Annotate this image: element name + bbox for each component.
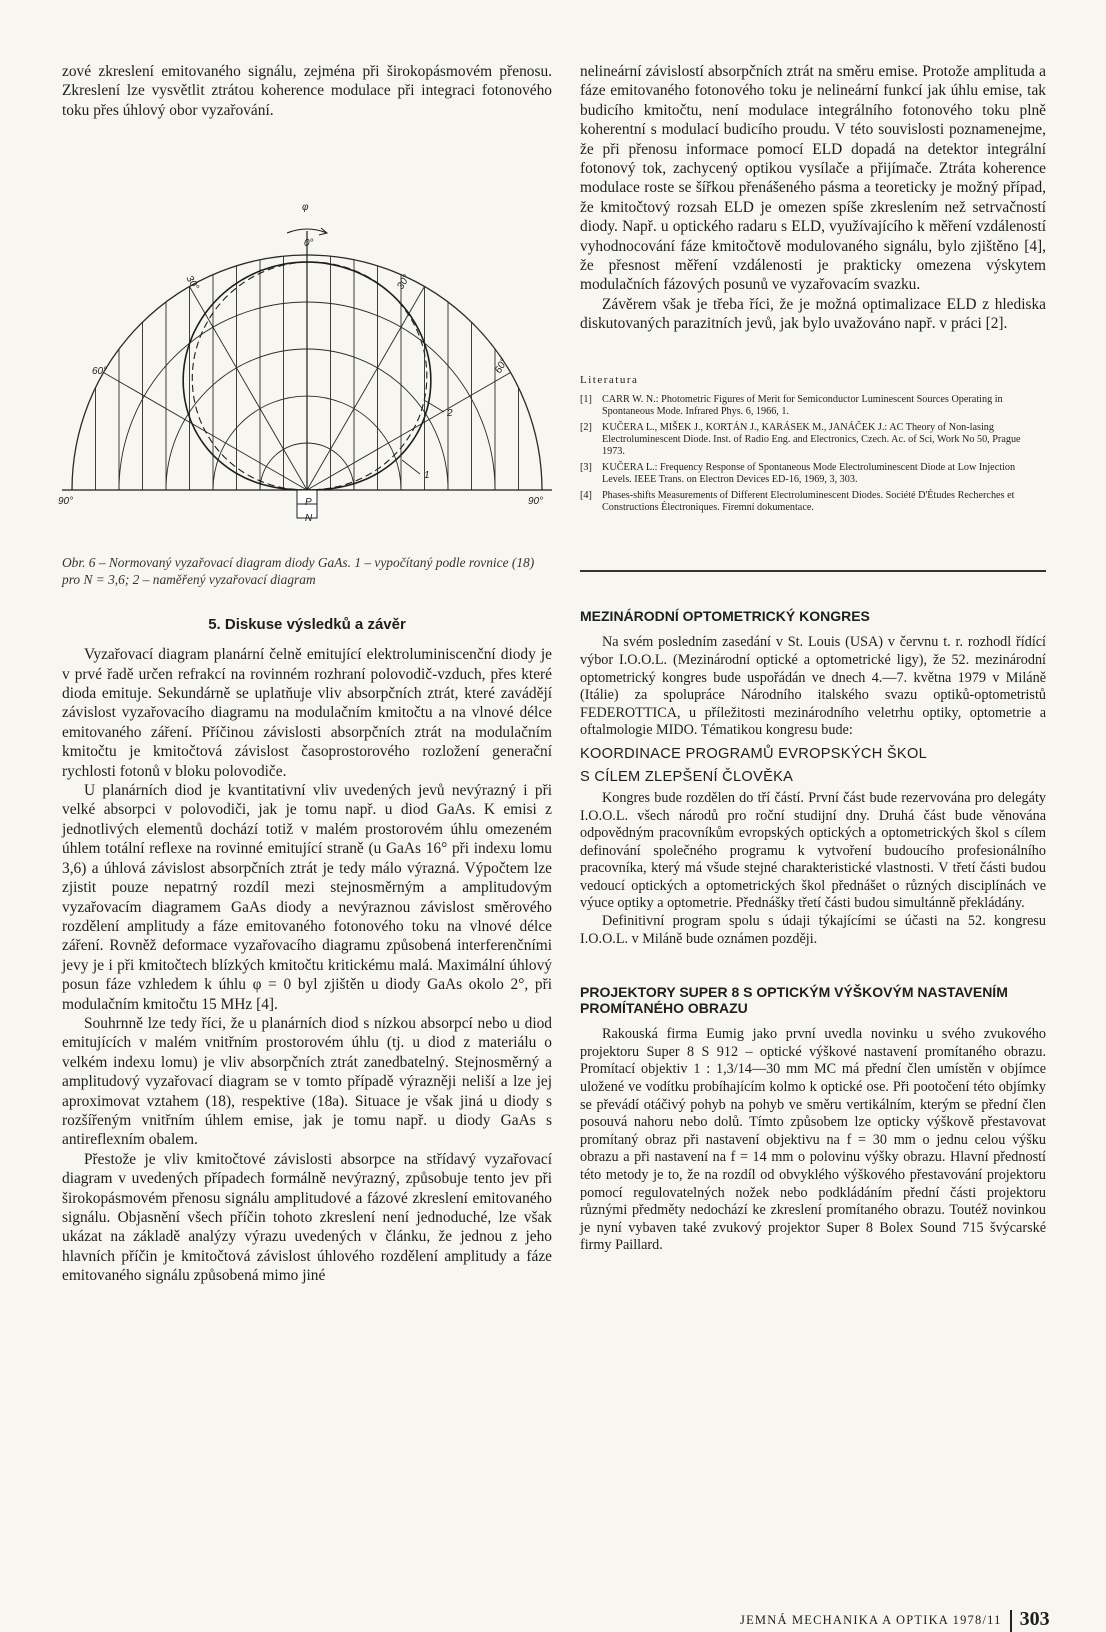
angle-label-30-right: 30°: [395, 273, 413, 292]
n-layer-label: N: [305, 513, 313, 525]
footer-separator: [1010, 1610, 1012, 1632]
radial-line: [307, 287, 425, 491]
reference-list: [580, 394, 1046, 515]
figure-caption: Obr. 6 – Normovaný vyzařovací diagram diody GaAs. 1 – vypočítaný podle rovnice (18) pro N = 3,6; 2 – naměřený vyzařovací diagram: [62, 555, 535, 588]
angle-label-30-left: 30°: [183, 273, 201, 293]
paragraph: zové zkreslení emitovaného signálu, zejména při širokopásmovém přenosu. Zkreslení lze vysvětlit ztrátou koherence modulace při integraci fotonového toku přes úhlový obor vyzařování.: [62, 63, 552, 119]
paragraph: U planárních diod je kvantitativní vliv uvedených jevů nevýrazný i při velké absorpci v polovodiči, jak je tomu např. u diod GaAs. K emisi z jednotlivých elementů dochází totiž v malém prostorovém úhlu omezeném úhlem totální reflexe na rovinné emitující straně (u GaAs 16° při indexu lomu 3,6) a úhlová závislost absorpčních ztrát je tedy málo výrazná. Výpočtem lze zjistit pouze nepatrný rozdíl mezi stejnosměrným a amplitudovým vyzařovacím diagramem GaAs diody a nevýraznou závislost směrového rozdělení amplitudy a fáze emitovaného fotonového toku na vlnové délce záření. Rovněž deformace vyzařovacího diagramu způsobená interferenčními jevy je i při kmitočtech blízkých kmitočtu kritickému malá. Maximální úhlový posun fáze vzhledem k úhlu φ = 0 byl zjištěn u diody GaAs okolo 2°, při modulačním kmitočtu 15 MHz [4].: [62, 782, 552, 1013]
curve-1-leader: [402, 460, 420, 474]
radial-line: [190, 287, 308, 491]
paragraph: Závěrem však je třeba říci, že je možná optimalizace ELD z hlediska diskutovaných parazitních jevů, jak bylo uvažováno např. v práci [2].: [580, 295, 1046, 333]
congress-topic-line-1: KOORDINACE PROGRAMŮ EVROPSKÝCH ŠKOL: [580, 745, 928, 762]
radiation-diagram-figure: [58, 128, 552, 548]
right-column: [580, 62, 1046, 1255]
angle-label-60-right: 60°: [493, 357, 511, 376]
p-layer-label: P: [305, 497, 312, 509]
literature-heading: Literatura: [580, 373, 639, 386]
congress-topic-line-2: S CÍLEM ZLEPŠENÍ ČLOVĚKA: [580, 768, 794, 785]
page-number: 303: [1019, 1608, 1050, 1630]
curve-label-2: 2: [447, 408, 453, 420]
angle-label-60-left: 60°: [92, 366, 108, 378]
page-footer: [740, 1607, 1050, 1632]
curve-2-measured: [192, 262, 426, 490]
phi-label: φ: [302, 202, 309, 214]
paragraph: nelineární závislostí absorpčních ztrát na směru emise. Protože amplituda a fáze emitovaného fotonového toku je nelineární funkcí jak úhlu emise, tak budicího kmitočtu, není modulace integrálního fotonového toku plně koherentní s modulací budicího proudu. V této souvislosti poznamenejme, že při přenosu informace pomocí ELD dopadá na detektor integrální fotonový tok, zachycený optikou vysílače a přijímače. Ztráta koherence modulace roste se šířkou přenášeného pásma a teoreticky je možný případ, že kmitočtový rozsah ELD je omezen spíše zkreslením než setrvačností diody. Např. u optického radaru s ELD, využívajícího k měření vzdáleností vyhodnocování fáze kmitočtově modulovaného signálu, bylo zjištěno [4], že přesnost měření vzdálenosti je prakticky omezena výskytem modulačních fázových posunů ve vyzařovacím svazku.: [580, 63, 1046, 294]
paragraph: Definitivní program spolu s údaji týkajícími se účasti na 52. kongresu I.O.O.L. v Miláně bude oznámen později.: [580, 913, 1046, 947]
paragraph: Přestože je vliv kmitočtové závislosti absorpce na střídavý vyzařovací diagram v uvedených případech formálně nevýrazný, způsobuje tento jev při širokopásmovém přenosu signálu amplitudové a fázové zkreslení emitovaného signálu. Objasnění všech příčin tohoto zkreslení není jednoduché, lze však ukázat na základě analýzy výrazu uvedených v článku, že jednou z jeho hlavních příčin je kmitočtová závislost úhlového rozdělení amplitudy a fáze emitovaného signálu způsobená mimo jiné: [62, 1150, 552, 1285]
reference-item: [3] KUČERA L.: Frequency Response of Spontaneous Mode Electroluminescent Diode at Low Injection Levels. IEEE Trans. on Electron Devices ED-16, 1969, 3, 303.: [580, 461, 1016, 486]
paragraph: Souhrnně lze tedy říci, že u planárních diod s nízkou absorpcí nebo u diod emitujících v malém vnitřním prostorovém úhlu (tj. u diod z materiálu o velkém indexu lomu) je vliv absorpčních ztrát zanedbatelný. Stejnosměrný a amplitudový vyzařovací diagram se v tomto případě výrazněji neliší a lze jej aproximovat vztahem (18), respektive (18a). Situace je však jiná u diody s rozšířeným vnitřním úhlem emise, jak je tomu např. u diody GaAs s antireflexním obalem.: [62, 1014, 552, 1149]
reference-item: [2] KUČERA L., MIŠEK J., KORTÁN J., KARÁSEK M., JANÁČEK J.: AC Theory of Non-lasing Electroluminescent Diode. Inst. of Radio Eng. and Electronics, Czech. Ac. of Sci, Work No 50, Prague 1973.: [580, 421, 1021, 458]
article-heading: MEZINÁRODNÍ OPTOMETRICKÝ KONGRES: [580, 608, 870, 625]
left-column: [58, 62, 552, 1286]
angle-label-90-right: 90°: [528, 496, 544, 508]
angle-label-90-left: 90°: [58, 496, 74, 508]
curve-label-1: 1: [424, 470, 430, 482]
article-heading: PROJEKTORY SUPER 8 S OPTICKÝM VÝŠKOVÝM NASTAVENÍM PROMÍTANÉHO OBRAZU: [580, 984, 1008, 1017]
paragraph: Rakouská firma Eumig jako první uvedla novinku u svého zvukového projektoru Super 8 S 912 – optické výškové nastavení promítaného obrazu. Promítací objektiv 1 : 1,3/14—30 mm MC má přední člen umístěn v objímce uložené ve vodítku probíhajícím kolmo k optické ose. Při pootočení této objímky se převádí otáčivý pohyb na pohyb ve směru vertikálním, kterým se přední člen posouvá nahoru nebo dolů. Tímto způsobem lze opticky výškově přestavovat promítaný obraz při nastavení objektivu na f = 30 mm o jednu celou výšku obrazu a při nastavení na f = 14 mm o polovinu výšky obrazu. Hlavní předností této metody je to, že na rozdíl od obvyklého výškového přestavování projektoru pomocí regulovatelných nožek nebo podkládáním přední části projektoru různými předměty nedochází ke zkreslení promítaného obrazu. Toutéž novinkou je nyní vybaven také zvukový projektor Super 8 Bolex Sound 715 švýcarské firmy Paillard.: [580, 1026, 1046, 1254]
reference-item: [4] Phases-shifts Measurements of Different Electroluminescent Diodes. Société D'Études Recherches et Constructions Électroniques. Firemní dokumentace.: [580, 489, 1015, 513]
radial-line: [307, 373, 511, 491]
journal-name: JEMNÁ MECHANIKA A OPTIKA 1978/11: [740, 1613, 1002, 1627]
paragraph: Kongres bude rozdělen do tří částí. První část bude rezervována pro delegáty I.O.O.L. všech národů pro roční studijní dny. Druhá část bude věnována odpovědným pracovníkům evropských optických a optometrických škol s cílem definování společného programu k vytvoření budoucího profesionálního pracovníka, který má všude stejné charakteristické vlastnosti. V třetí části budou vedoucí optických a optometrických škol přednášet o různých disciplínách ve výuce optiky a optometrie. Přednášky třetí části budou simultánně překládány.: [580, 789, 1046, 912]
reference-item: [1] CARR W. N.: Photometric Figures of Merit for Semiconductor Luminescent Sources Operating in Spontaneous Mode. Infrared Phys. 6, 1966, 1.: [580, 393, 1003, 418]
polar-diagram: [58, 128, 552, 548]
angle-label-0: 0°: [304, 238, 314, 250]
section-heading: 5. Diskuse výsledků a závěr: [208, 616, 406, 634]
divider: [580, 570, 1046, 572]
paragraph: Na svém posledním zasedání v St. Louis (USA) v červnu t. r. rozhodl řídící výbor I.O.O.L. (Mezinárodní optické a optometrické ligy), že 52. mezinárodní optometrický kongres bude uspořádán ve dnech 4.—7. května 1979 v Miláně (Itálie) za spolupráce Národního italského svazu optiků-optometristů FEDEROTTICA, u příležitosti mezinárodního veletrhu optiky, optometrie a oftalmologie MIDO. Tématikou kongresu bude:: [580, 634, 1046, 739]
paragraph: Vyzařovací diagram planární čelně emitující elektroluminiscenční diody je v prvé řadě určen refrakcí na rovinném rozhraní polovodič-vzduch, přes které dioda emituje. Sekundárně se uplatňuje vliv absorpčních ztrát, které zavádějí závislost vyzařovacího diagramu na modulačním kmitočtu a na vlnové délce emitovaného záření. Příčinou závislosti absorpčních ztrát na modulačním kmitočtu je kmitočtová závislost časoprostorového rozložení generační rychlosti fotonů v bloku polovodiče.: [62, 646, 552, 780]
